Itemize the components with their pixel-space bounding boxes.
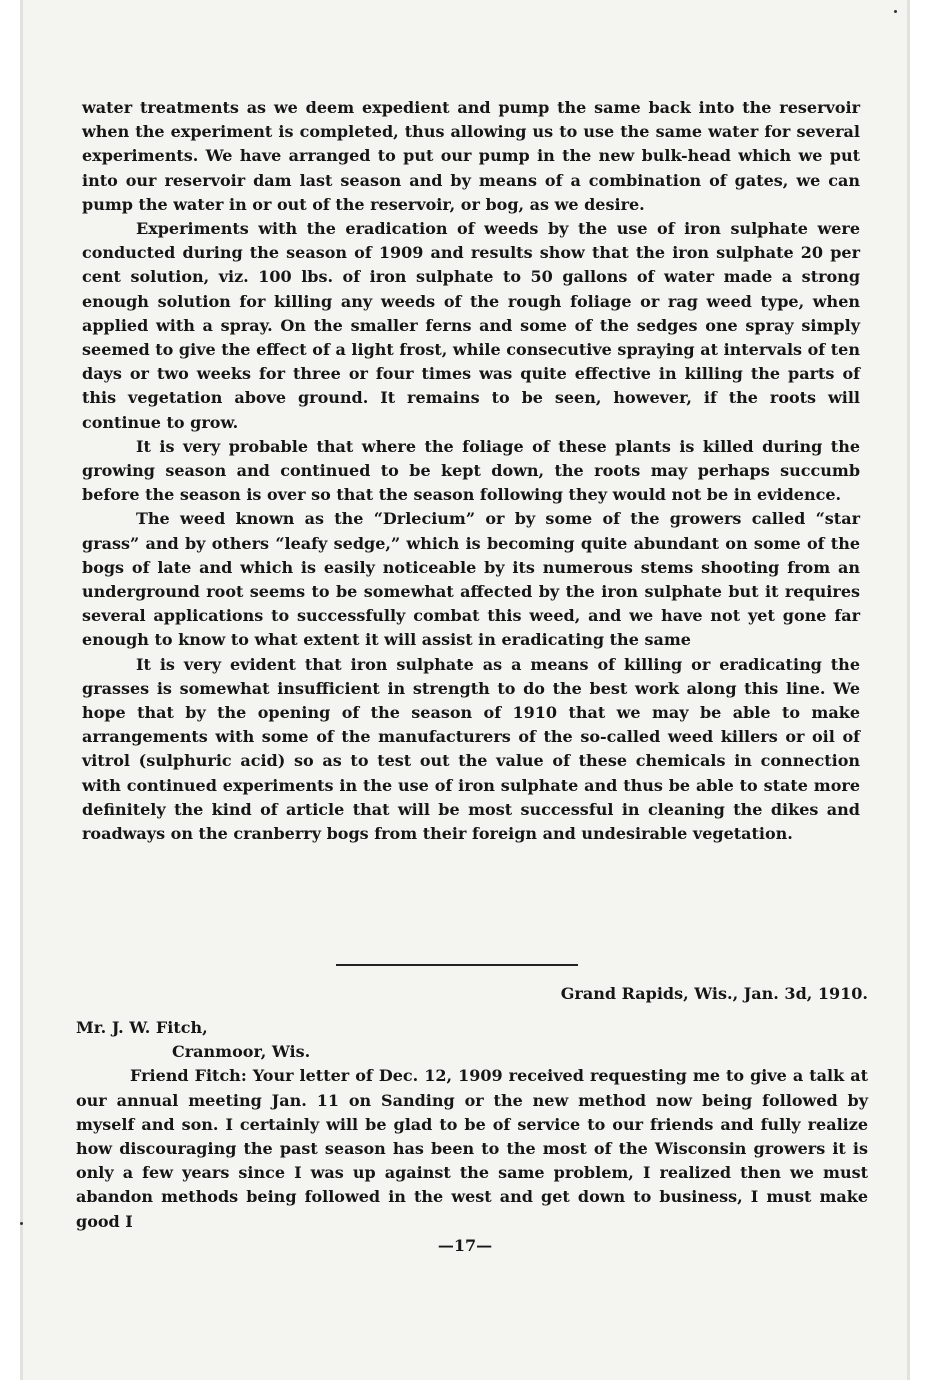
page-number: —17— — [437, 1236, 493, 1255]
letter — [76, 1016, 868, 1234]
letter-dateline: Grand Rapids, Wis., Jan. 3d, 1910. — [560, 984, 868, 1003]
paragraph: water treatments as we deem expedient and pump the same back into the reservoir when the experiment is completed, thus allowing us to use the same water for several experiments. We have arranged to put our pump in the new bulk-head which we put into our reservoir dam last season and by means of a combination of gates, we can pump the water in or out of the reservoir, or bog, as we desire. — [82, 98, 860, 214]
letter-addressee: Mr. J. W. Fitch, — [76, 1018, 208, 1037]
article-body — [82, 96, 860, 846]
letter-address: Cranmoor, Wis. — [172, 1042, 311, 1062]
paragraph: It is very evident that iron sulphate as a means of killing or eradicating the grasses is somewhat insufficient in strength to do the best work along this line. We hope that by the opening of the season of 1910 that we may be able to make arrangements with some of the manufacturers of the so-called weed killers or oil of vitrol (sulphuric acid) so as to test out the value of these chemicals in connection with continued experiments in the use of iron sulphate and thus be able to state more definitely the kind of article that will be most successful in cleaning the dikes and roadways on the cranberry bogs from their foreign and undesirable vegetation. — [82, 654, 860, 844]
paragraph: Experiments with the eradication of weeds by the use of iron sulphate were conducted during the season of 1909 and results show that the iron sulphate 20 per cent solution, viz. 100 lbs. of iron sulphate to 50 gallons of water made a strong enough solution for killing any weeds of the rough foliage or rag weed type, when applied with a spray. On the smaller ferns and some of the sedges one spray simply seemed to give the effect of a light frost, while consecutive spraying at intervals of ten days or two weeks for three or four times was quite effective in killing the parts of this vegetation above ground. It remains to be seen, however, if the roots will continue to grow. — [82, 219, 860, 432]
print-speck — [894, 10, 897, 13]
paragraph: The weed known as the “Drlecium” or by some of the growers called “star grass” and by others “leafy sedge,” which is becoming quite abundant on some of the bogs of late and which is easily noticeable by its numerous stems shooting from an underground root seems to be somewhat affected by the iron sulphate but it requires several applications to successfully combat this weed, and we have not yet gone far enough to know to what extent it will assist in eradicating the same — [82, 509, 860, 650]
section-divider — [336, 964, 578, 966]
document-page — [20, 0, 910, 1380]
letter-body: Friend Fitch: Your letter of Dec. 12, 1909 received requesting me to give a talk at our annual meeting Jan. 11 on Sanding or the new method now being followed by myself and son. I certainly will be glad to be of service to our friends and fully realize how discouraging the past season has been to the most of the Wisconsin growers it is only a few years since I was up against the same problem, I realized then we must abandon methods being followed in the west and get down to business, I must make good I — [76, 1066, 868, 1231]
paragraph: It is very probable that where the foliage of these plants is killed during the growing season and continued to be kept down, the roots may perhaps succumb before the season is over so that the season following they would not be in evidence. — [82, 436, 860, 505]
print-speck — [20, 1222, 23, 1225]
